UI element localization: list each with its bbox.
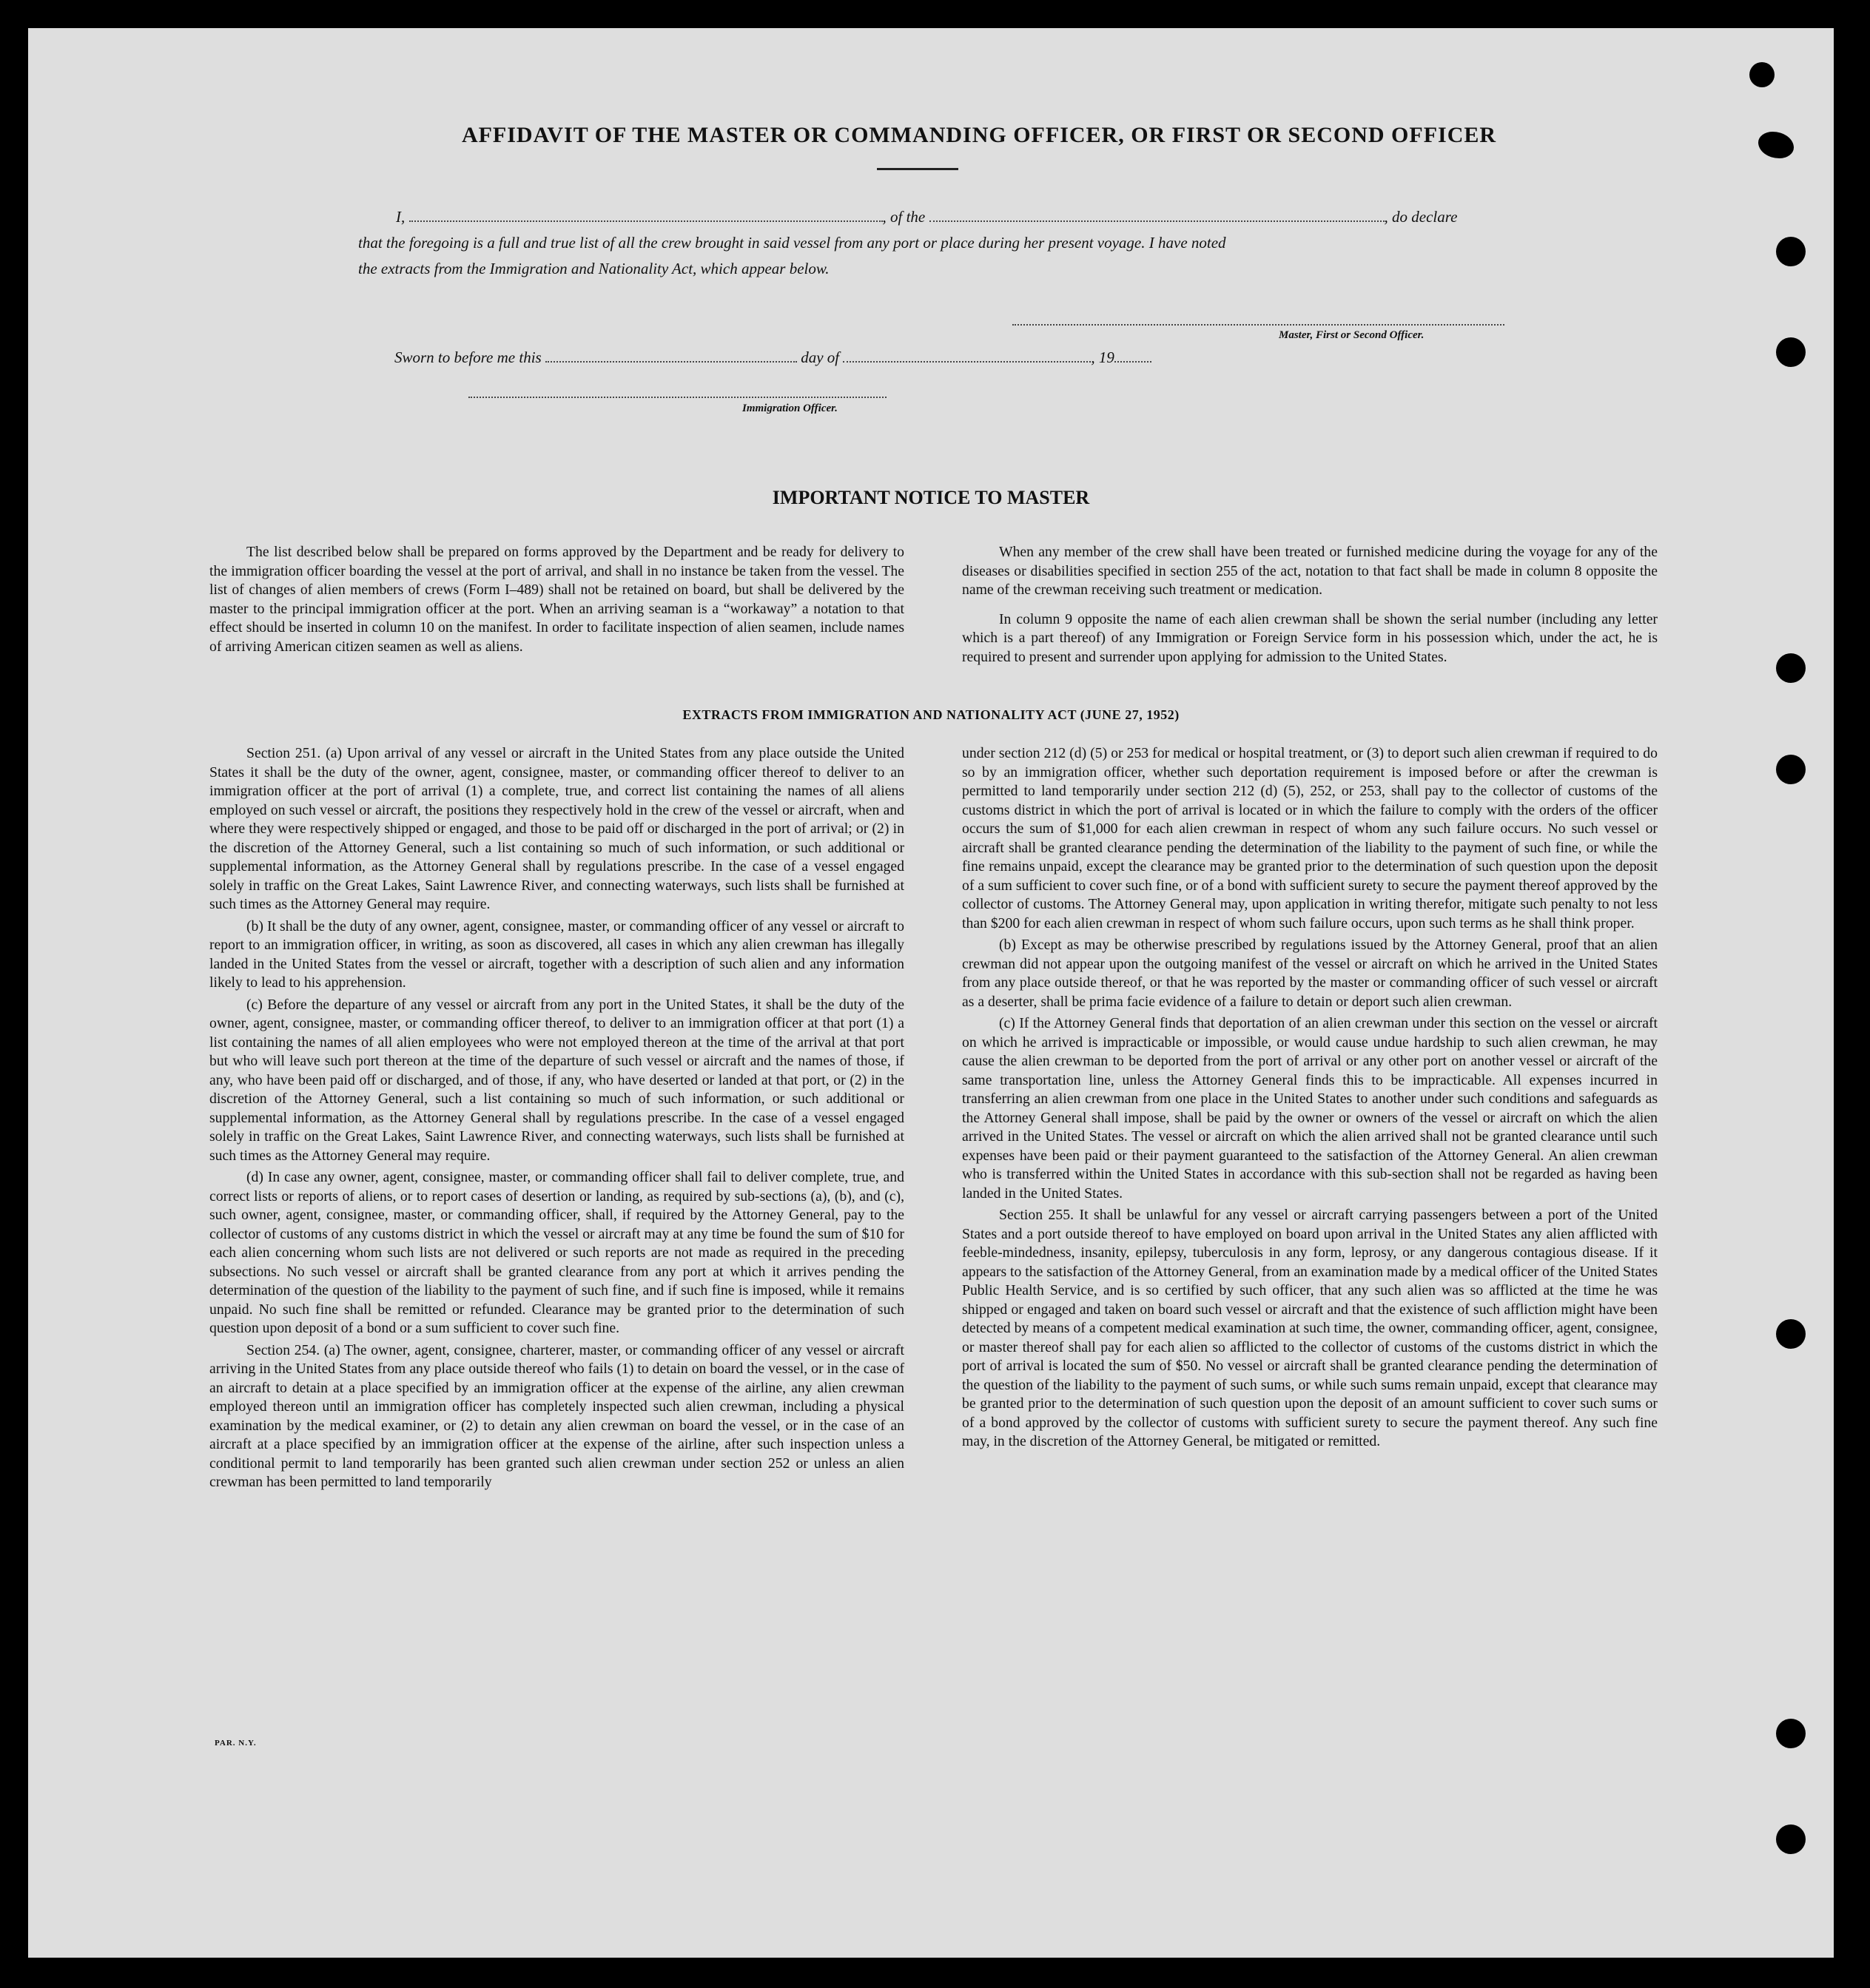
binder-hole [1776, 653, 1806, 683]
sworn-label: Sworn to before me this [394, 348, 542, 366]
binder-hole [1776, 237, 1806, 266]
do-declare-label: , do declare [1384, 208, 1458, 226]
extract-section-251-b: (b) It shall be the duty of any owner, agent, consignee, master, or commanding officer of any vessel or aircraft to report to an immigration officer, in writing, as soon as discovered, all cases in which any alien crewman has illegally landed in the United States from the vessel or aircraft, together with a description of such alien and any information likely to lead to his apprehension. [209, 917, 904, 991]
extract-section-254-b: (b) Except as may be otherwise prescribed by regulations issued by the Attorney General, proof that an alien crewman did not appear upon the outgoing manifest of the vessel or aircraft on which he arrived in the United States from any place outside thereof, or that he was reported by the master or commanding officer of such vessel or aircraft as a deserter, shall be prima facie evidence of a failure to detain or deport such alien crewman. [962, 937, 1658, 1010]
extract-section-251-d: (d) In case any owner, agent, consignee, master, or commanding officer shall fail to deliver complete, true, and correct lists or reports of aliens, or to report cases of desertion or landing, as required by sub-sections (a), (b), and (c), such owner, agent, consignee, master, or commanding officer, shall, if required by the Attorney General, pay to the collector of customs of any customs district in which the vessel or aircraft may at any time be found the sum of $10 for each alien concerning whom such lists are not delivered or such reports are not made as required in the preceding subsections. No such vessel or aircraft shall be granted clearance from any port at which it arrives pending the determination of the question of the liability to the payment of such fine, and if such fine is imposed, while it remains unpaid. No such fine shall be remitted or refunded. Clearance may be granted prior to the determination of such question upon deposit of a bond or a sum sufficient to cover such fine. [209, 1169, 904, 1336]
master-signature-label: Master, First or Second Officer. [1279, 329, 1425, 341]
extracts-right-column [962, 744, 1658, 1452]
year-label: , 19 [1091, 348, 1114, 366]
notice-right-column [962, 543, 1658, 667]
sworn-month-blank[interactable] [843, 348, 1091, 363]
punch-hole-mark [1749, 62, 1775, 87]
binder-hole [1776, 1719, 1806, 1748]
extracts-left-column [209, 744, 904, 1492]
of-the-label: , of the [882, 208, 926, 226]
extract-section-251-c: (c) Before the departure of any vessel or aircraft from any port in the United States, it shall be the duty of the owner, agent, consignee, master, or commanding officer thereof, to deliver to an immigration officer at that port (1) a list containing the names of all alien employees who were not employed thereon at the time of the arrival at that port but who will leave such port thereon at the time of the departure of such vessel or aircraft and the names of those, if any, who have been paid off or discharged, and of those, if any, who have deserted or landed at that port, or (2) in the discretion of the Attorney General, such a list containing so much of such information, or such additional or supplemental information, as the Attorney General shall by regulations prescribe. In the case of a vessel engaged solely in traffic on the Great Lakes, Saint Lawrence River, and connecting waterways, such lists shall be furnished at such times as the Attorney General may require. [209, 996, 904, 1164]
declaration-fill-line [396, 207, 1543, 226]
i-label: I, [396, 208, 406, 226]
declaration-text-line-1: that the foregoing is a full and true list of all the crew brought in said vessel from any port or place during her present voyage. I have noted [358, 234, 1226, 252]
extract-section-254-c: (c) If the Attorney General finds that deportation of an alien crewman under this section on the vessel or aircraft on which he arrived is impracticable or impossible, or would cause undue hardship to such alien crewman, he may cause the alien crewman to be deported from the port of arrival or any other port on another vessel or aircraft of the same transportation line, unless the Attorney General finds this to be impracticable. All expenses incurred in transferring an alien crewman from one place in the United States to another under such conditions and safeguards as the Attorney General shall impose, shall be paid by the owner or owners of the vessel or aircraft on which the alien arrived in the United States. The vessel or aircraft on which the alien arrived shall not be granted clearance until such expenses have been paid or their payment guaranteed to the satisfaction of the Attorney General. An alien crewman who is transferred within the United States in accordance with this sub-section shall not be regarded as having been landed in the United States. [962, 1015, 1658, 1202]
extract-section-254-a: Section 254. (a) The owner, agent, consignee, charterer, master, or commanding officer of any vessel or aircraft arriving in the United States from any place outside thereof who fails (1) to detain on board the vessel, or in the case of an aircraft to detain at a place specified by an immigration officer at the expense of the airline, any alien crewman employed thereon until an immigration officer has completely inspected such alien crewman, including a physical examination by the medical examiner, or (2) to detain any alien crewman on board the vessel, or in the case of an aircraft at a place specified by an immigration officer at the expense of the airline, after such inspection unless a conditional permit to land temporarily has been granted such alien crewman under section 252 or unless an alien crewman has been permitted to land temporarily [209, 1341, 904, 1490]
extract-section-255: Section 255. It shall be unlawful for any vessel or aircraft carrying passengers between a port of the United States and a port outside thereof to have employed on board upon arrival in the United States any alien afflicted with feeble-mindedness, insanity, epilepsy, tuberculosis in any form, leprosy, or any dangerous contagious disease. If it appears to the satisfaction of the Attorney General, from an examination made by a medical officer of the United States Public Health Service, and is so certified by such officer, that any such alien was so afflicted at the time he was shipped or engaged and taken on board such vessel or aircraft and that the existence of such affliction might have been detected by means of a competent medical examination at such time, the owner, commanding officer, agent, consignee, or master thereof shall pay for each alien so afflicted to the collector of customs of the customs district in which the port of arrival is located the sum of $50. No vessel or aircraft shall be granted clearance pending the determination of the question of the liability to the payment of such sums, or while such sums remain unpaid, except that clearance may be granted prior to the determination of such question upon the deposit of an amount sufficient to cover such sums or of a bond approved by the collector of customs with sufficient surety to secure the payment thereof. Any such fine may, in the discretion of the Attorney General, be mitigated or remitted. [962, 1207, 1658, 1449]
extract-section-251-a: Section 251. (a) Upon arrival of any vessel or aircraft in the United States from any place outside the United States it shall be the duty of the owner, agent, consignee, master, or commanding officer thereof to deliver to an immigration officer at the port of arrival (1) a complete, true, and correct list containing the names of all aliens employed on such vessel or aircraft, the positions they respectively hold in the crew of the vessel or aircraft, when and where they were respectively shipped or engaged, and those to be paid off or discharged in the port of arrival; or (2) in the discretion of the Attorney General, such a list containing so much of such information, or such additional or supplemental information, as the Attorney General shall by regulations prescribe. In the case of a vessel engaged solely in traffic on the Great Lakes, Saint Lawrence River, and connecting waterways, such lists shall be furnished at such times as the Attorney General may require. [209, 745, 904, 912]
notice-title: IMPORTANT NOTICE TO MASTER [772, 487, 1090, 508]
name-blank[interactable] [409, 207, 883, 222]
sworn-day-blank[interactable] [545, 348, 797, 363]
binder-hole [1776, 755, 1806, 784]
notice-right-paragraph-1: When any member of the crew shall have been treated or furnished medicine during the voyage for any of the diseases or disabilities specified in section 255 of the act, notation to that fact shall be made in column 8 opposite the name of the crewman receiving such treatment or medication. [962, 544, 1658, 598]
notice-right-paragraph-2: In column 9 opposite the name of each alien crewman shall be shown the serial number (including any letter which is a part thereof) of any Immigration or Foreign Service form in his possession which, under the act, he is required to present and surrender upon applying for admission to the United States. [962, 610, 1658, 665]
binder-hole [1776, 1824, 1806, 1854]
binder-hole [1776, 337, 1806, 367]
document-page [28, 28, 1834, 1958]
binder-hole [1776, 1319, 1806, 1349]
sworn-line [394, 348, 1282, 367]
officer-signature-line[interactable] [468, 397, 887, 398]
officer-signature-label: Immigration Officer. [742, 402, 838, 414]
day-of-label: day of [801, 348, 840, 366]
notice-left-paragraph: The list described below shall be prepared on forms approved by the Department and be ready for delivery to the immigration officer boarding the vessel at the port of arrival, and shall in no instance be taken from the vessel. The list of changes of alien members of crews (Form I–489) shall not be retained on board, but shall be delivered by the master to the principal immigration officer at the port. When an arriving seaman is a “workaway” a notation to that effect should be inserted in column 10 on the manifest. In order to facilitate inspection of alien seamen, include names of arriving American citizen seamen as well as aliens. [209, 544, 904, 655]
title-rule [877, 168, 958, 170]
affidavit-title: AFFIDAVIT OF THE MASTER OR COMMANDING OFFICER, OR FIRST OR SECOND OFFICER [461, 123, 1497, 147]
vessel-blank[interactable] [929, 207, 1385, 222]
sworn-year-blank[interactable] [1114, 348, 1151, 363]
extracts-title: EXTRACTS FROM IMMIGRATION AND NATIONALITY ACT (JUNE 27, 1952) [682, 707, 1180, 722]
printer-code: PAR. N.Y. [215, 1739, 257, 1748]
extract-section-254-a-continued: under section 212 (d) (5) or 253 for medical or hospital treatment, or (3) to deport such alien crewman if required to do so by an immigration officer, whether such deportation requirement is imposed before or after the crewman is permitted to land temporarily under section 212 (d) (5), 252, or 253, shall pay to the collector of customs of the customs district in which the port of arrival is located or in which the failure to comply with the orders of the officer occurs the sum of $1,000 for each alien crewman in respect of whom any such failure occurs. No such vessel or aircraft shall be granted clearance pending the determination of the liability to the payment of such fine, or while the fine remains unpaid, except the clearance may be granted prior to the determination of such question upon the deposit of a sum sufficient to cover such fine, or of a bond with sufficient surety to secure the payment thereof approved by the collector of customs. The Attorney General may, upon application in writing therefor, mitigate such penalty to not less than $200 for each alien crewman in respect of whom such failure occurs, upon such terms as he shall think proper. [962, 745, 1658, 931]
notice-left-column [209, 543, 904, 656]
master-signature-line[interactable] [1012, 324, 1504, 326]
declaration-text-line-2: the extracts from the Immigration and Nationality Act, which appear below. [358, 260, 830, 277]
